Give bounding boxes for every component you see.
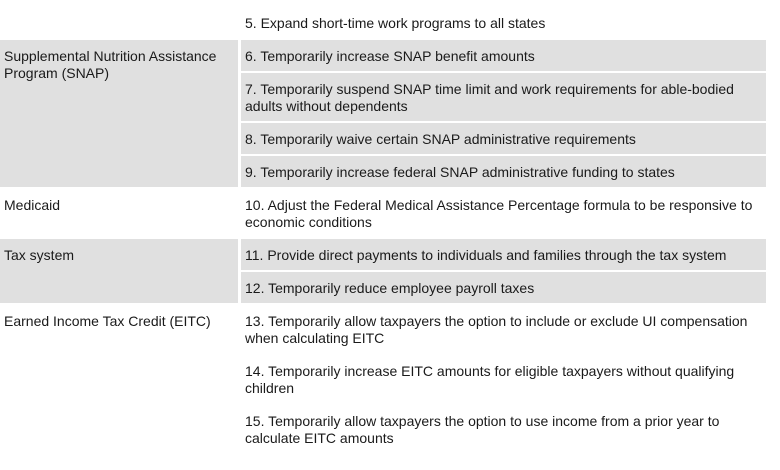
category-cell: Earned Income Tax Credit (EITC) <box>4 313 211 329</box>
options-cell <box>241 40 766 187</box>
category-cell: Medicaid <box>4 197 61 213</box>
options-cell <box>241 0 766 38</box>
option-item: 13. Temporarily allow taxpayers the option to include or exclude UI compensation when calculating EITC <box>241 305 766 355</box>
option-item: 14. Temporarily increase EITC amounts for eligible taxpayers without qualifying children <box>241 355 766 405</box>
option-item: 9. Temporarily increase federal SNAP administrative funding to states <box>241 156 766 187</box>
option-item: 10. Adjust the Federal Medical Assistance Percentage formula to be responsive to economic conditions <box>245 197 753 230</box>
options-cell <box>241 189 766 237</box>
option-item: 5. Expand short-time work programs to all states <box>245 15 546 31</box>
category-cell: Tax system <box>0 239 238 303</box>
option-item: 11. Provide direct payments to individuals and families through the tax system <box>241 239 766 272</box>
options-cell <box>241 305 766 453</box>
category-cell <box>0 0 238 38</box>
option-item: 15. Temporarily allow taxpayers the option to use income from a prior year to calculate EITC amounts <box>245 413 720 446</box>
table-row-group <box>0 239 766 305</box>
option-item: 6. Temporarily increase SNAP benefit amounts <box>241 40 766 73</box>
table-row-group <box>0 0 766 40</box>
option-item: 8. Temporarily waive certain SNAP administrative requirements <box>241 123 766 156</box>
category-cell: Supplemental Nutrition Assistance Program (SNAP) <box>0 40 238 187</box>
option-item: 12. Temporarily reduce employee payroll taxes <box>241 272 766 303</box>
option-item: 7. Temporarily suspend SNAP time limit and work requirements for able-bodied adults without dependents <box>241 73 766 123</box>
table-row-group <box>0 40 766 189</box>
option-item <box>241 0 766 7</box>
options-cell <box>241 239 766 303</box>
table-row-group <box>0 189 766 239</box>
table-row-group <box>0 305 766 455</box>
